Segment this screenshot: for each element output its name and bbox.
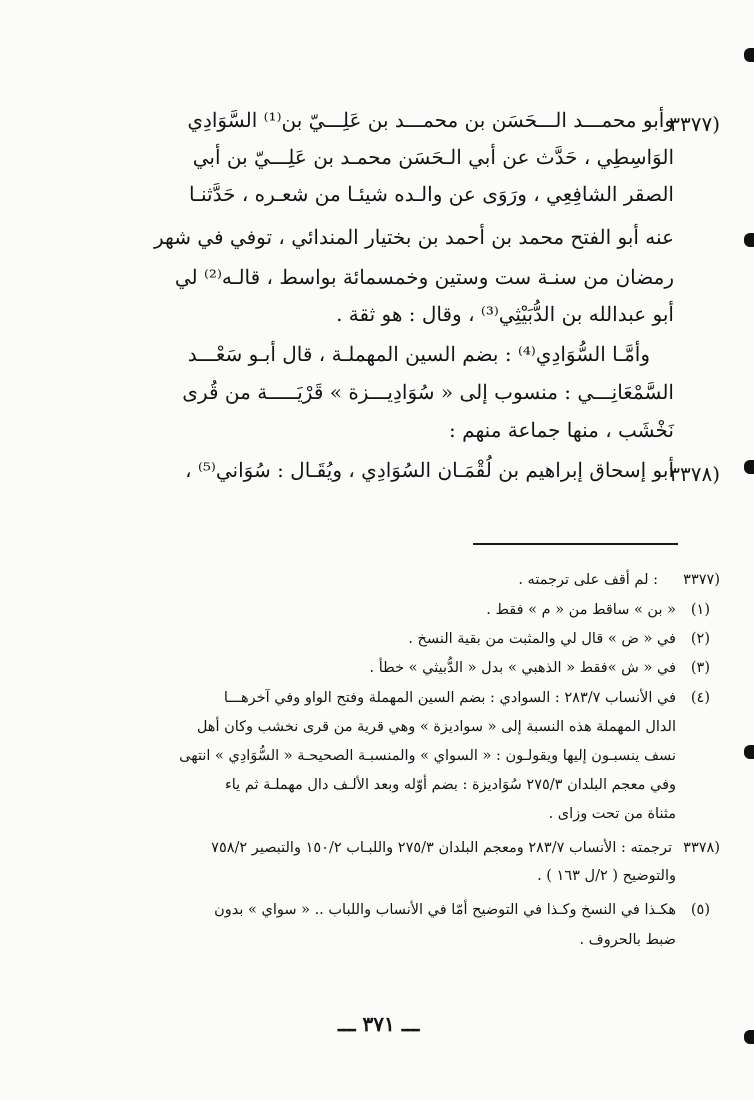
entry-text-line: السَّمْعَانِـــي : منسوب إلى « سُوَادِيـــزة » قَرْيَـــــة من قُرى [182,380,674,404]
binding-mark [744,745,754,759]
binding-mark [744,460,754,474]
footnote-marker: (٣٣٧٧ [683,572,720,588]
footnote-marker: (٤) [690,690,710,706]
footnote-marker: (٢) [690,631,710,647]
footnote-marker: (٣) [690,660,710,676]
page-number: ـــ ٣٧١ ـــ [338,1012,420,1036]
footnote-text: ضبط بالحروف . [579,932,676,948]
footnote-text: وفي معجم البلدان ٢٧٥/٣ سُوَاديزة : بضم أوّله وبعد الألـف دال مهملـة ثم ياء [224,777,676,793]
footnote-marker: (٣٣٧٨ [683,840,720,856]
entry-text-line: أبو إسحاق إبراهيم بن لُقْمَـان السُوَادِي ، ويُقَـال : سُوَاني⁽⁵⁾ ، [185,458,674,482]
entry-text-line: أبو عبدالله بن الدُّبَيْثِي⁽³⁾ ، وقال : هو ثقة . [336,302,674,326]
footnote-marker: (١) [690,602,710,618]
footnote-text: في « ض » قال لي والمثبت من بقية النسخ . [408,631,676,647]
footnote-text: مثناة من تحت وزاى . [548,806,676,822]
footnote-text: « بن » ساقط من « م » فقط . [486,602,676,618]
entry-text-line: رمضان من سنـة ست وستين وخمسمائة بواسط ، قالـه⁽²⁾ لي [174,265,674,289]
binding-mark [744,1030,754,1044]
footnote-text: : لم أقف على ترجمته . [518,572,658,588]
entry-text-line: الوَاسِطِي ، حَدَّث عن أبي الـحَسَن محمـد بن عَلِـــيّ بن أبي [192,145,674,169]
entry-number: (٣٣٧٨ [669,462,720,486]
entry-text-line: عنه أبو الفتح محمد بن أحمد بن بختيار المندائي ، توفي في شهر [153,225,674,249]
footnote-text: ترجمته : الأنساب ٢٨٣/٧ ومعجم البلدان ٢٧٥/٣ واللبـاب ١٥٠/٢ والتبصير ٧٥٨/٢ [211,840,672,856]
binding-mark [744,48,754,62]
footnote-text: هكـذا في النسخ وكـذا في التوضيح أمّا في الأنساب واللباب .. « سواي » بدون [214,902,676,918]
binding-mark [744,233,754,247]
footnote-text: في الأنساب ٢٨٣/٧ : السوادي : بضم السين المهملة وفتح الواو وفي آخرهـــا [223,690,676,706]
footnote-separator [473,543,678,545]
footnote-text: في « ش »فقط « الذهبي » بدل « الدُّبيثي » خطأ . [369,660,676,676]
entry-number: (٣٣٧٧ [669,112,720,136]
footnote-text: الدال المهملة هذه النسبة إلى « سواديزة » وهي قرية من قرى نخشب وكان أهل [196,719,676,735]
entry-text-line: وأبو محمـــد الـــحَسَن بن محمـــد بن عَلِـــيّ بن⁽¹⁾ السَّوَادِي [187,108,674,132]
footnote-text: نسف ينسبـون إليها ويقولـون : « السواي » والمنسبـة الصحيحـة « السُّوَادِي » انتهى [179,748,676,764]
entry-text-line: الصقر الشافِعِي ، ورَوَى عن والـده شيئـا من شعـره ، حَدَّثنـا [189,182,674,206]
footnote-text: والتوضيح ( ٢/ل ١٦٣ ) . [537,868,676,884]
entry-text-line: وأمَّـا السُّوَادِي⁽⁴⁾ : بضم السين المهملـة ، قال أبـو سَعْـــد [187,342,650,366]
footnote-marker: (٥) [690,902,710,918]
entry-text-line: نَخْشَب ، منها جماعة منهم : [449,418,674,442]
